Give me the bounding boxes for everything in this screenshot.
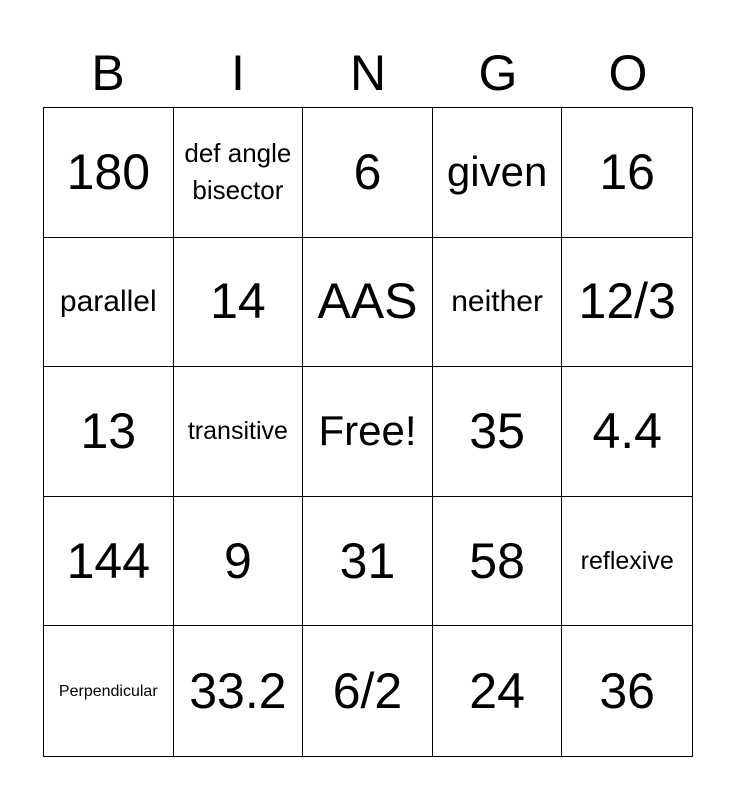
bingo-cell[interactable] bbox=[174, 367, 304, 497]
cell-text: neither bbox=[451, 284, 543, 318]
bingo-cell[interactable] bbox=[303, 626, 433, 756]
cell-text: 24 bbox=[469, 662, 525, 719]
bingo-cell[interactable] bbox=[174, 626, 304, 756]
cell-text: given bbox=[446, 148, 548, 196]
cell-text: 4.4 bbox=[592, 402, 662, 459]
bingo-cell[interactable] bbox=[562, 108, 692, 238]
bingo-card-grid bbox=[43, 107, 693, 757]
bingo-cell[interactable] bbox=[303, 108, 433, 238]
cell-text: 144 bbox=[66, 532, 151, 589]
header-letter-o: O bbox=[608, 45, 648, 101]
cell-text: def angle bisector bbox=[184, 137, 292, 206]
cell-text: 180 bbox=[66, 143, 151, 200]
cell-text: reflexive bbox=[580, 546, 674, 575]
bingo-cell[interactable] bbox=[433, 626, 563, 756]
header-letter-n: N bbox=[349, 45, 387, 101]
cell-text: 16 bbox=[599, 143, 655, 200]
bingo-cell[interactable] bbox=[303, 497, 433, 627]
bingo-cell[interactable] bbox=[562, 238, 692, 368]
cell-text: 6/2 bbox=[332, 662, 403, 719]
bingo-cell[interactable] bbox=[174, 108, 304, 238]
bingo-cell[interactable] bbox=[44, 626, 174, 756]
header-letter-i: I bbox=[231, 45, 245, 101]
bingo-cell[interactable] bbox=[44, 497, 174, 627]
cell-text: 33.2 bbox=[189, 662, 287, 719]
cell-text: 6 bbox=[353, 143, 382, 200]
cell-text: 13 bbox=[80, 402, 137, 459]
bingo-cell[interactable] bbox=[433, 108, 563, 238]
header-letter-g: G bbox=[478, 45, 518, 101]
cell-text: Free! bbox=[318, 407, 417, 455]
cell-text: 14 bbox=[210, 273, 266, 330]
cell-text: 36 bbox=[599, 662, 655, 719]
cell-text: Perpendicular bbox=[58, 682, 158, 700]
bingo-header bbox=[43, 42, 693, 104]
cell-text: 58 bbox=[469, 532, 525, 589]
bingo-cell[interactable] bbox=[303, 238, 433, 368]
bingo-cell[interactable] bbox=[433, 497, 563, 627]
bingo-cell[interactable] bbox=[44, 238, 174, 368]
cell-text: 31 bbox=[339, 532, 396, 589]
bingo-cell[interactable] bbox=[562, 626, 692, 756]
bingo-cell[interactable] bbox=[44, 367, 174, 497]
bingo-cell[interactable] bbox=[44, 108, 174, 238]
cell-text: 9 bbox=[223, 532, 252, 589]
bingo-cell[interactable] bbox=[174, 238, 304, 368]
bingo-cell[interactable] bbox=[433, 238, 563, 368]
bingo-free-space[interactable] bbox=[303, 367, 433, 497]
bingo-cell[interactable] bbox=[562, 367, 692, 497]
bingo-cell[interactable] bbox=[433, 367, 563, 497]
cell-text: AAS bbox=[317, 273, 418, 330]
cell-text: 12/3 bbox=[578, 273, 676, 330]
cell-text: transitive bbox=[187, 417, 288, 446]
cell-text: parallel bbox=[59, 284, 157, 318]
header-letter-b: B bbox=[91, 45, 125, 101]
cell-text: 35 bbox=[469, 402, 525, 459]
bingo-cell[interactable] bbox=[174, 497, 304, 627]
bingo-cell[interactable] bbox=[562, 497, 692, 627]
